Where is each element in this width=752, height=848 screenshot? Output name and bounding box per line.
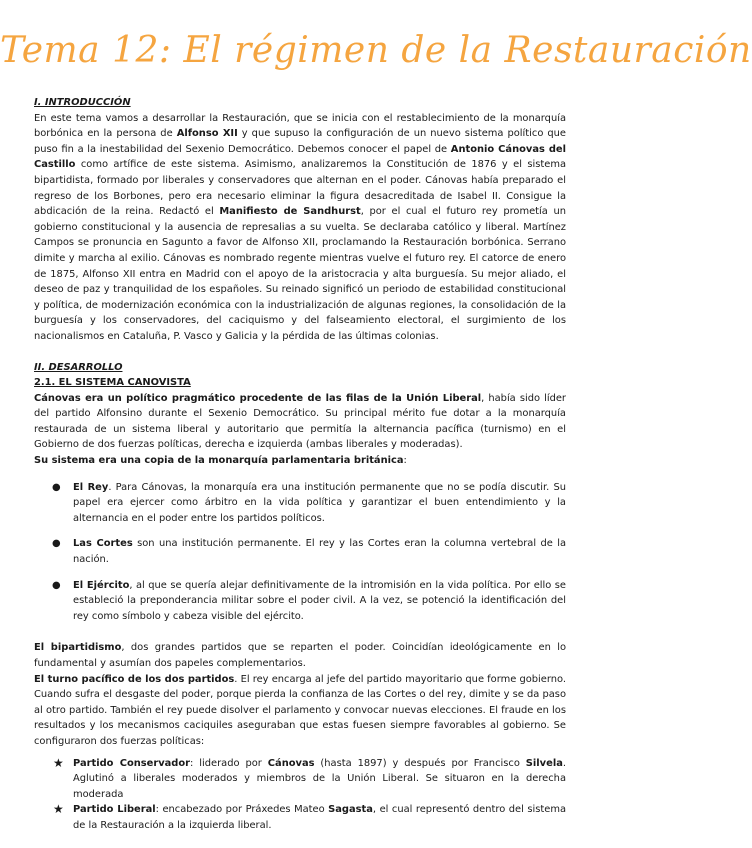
british-model-paragraph: Su sistema era una copia de la monarquía parlamentaria británica: [34, 455, 407, 467]
bullet-icon: ● [52, 481, 61, 493]
star-icon: ★ [53, 802, 64, 817]
list-item: ★ Partido Liberal: encabezado por Práxedes Mateo Sagasta, el cual representó dentro del sistema de la Restauración a la izquierda liberal. [53, 802, 567, 831]
keyword-alfonso-xii: Alfonso XII [176, 128, 238, 140]
list-item: ● El Ejército, al que se quería alejar definitivamente de la intromisión en la vida política. Por ello se estableció la preponderancia militar sobre el poder civil. A la vez, se potenció la identificación del rey como símbolo y cabeza visible del ejército. [52, 579, 567, 622]
parties-list [34, 756, 566, 834]
keyword-sandhurst: Manifiesto de Sandhurst [219, 206, 361, 218]
intro-paragraph: En este tema vamos a desarrollar la Restauración, que se inicia con el restablecimiento de la monarquía borbónica en la persona de Alfonso XII y que supuso la configuración de un nuevo sistema político que puso fin a la inestabilidad del Sexenio Democrático. Debemos conocer el papel de Antonio Cánovas del Castillo como artífice de este sistema. Asimismo, analizaremos la Constitución de 1876 y el sistema bipartidista, formado por liberales y conservadores que alternan en el poder. Cánovas había preparado el regreso de los Borbones, pero era necesario eliminar la figura desacreditada de Isabel II. Consigue la abdicación de la reina. Redactó el Manifiesto de Sandhurst, por el cual el futuro rey prometía un gobierno constitucional y la ausencia de represalias a su vuelta. Se declaraba católico y liberal. Martínez Campos se pronuncia en Sagunto a favor de Alfonso XII, proclamando la Restauración borbónica. Serrano dimite y marcha al exilio. Cánovas es nombrado regente mientras vuelve el futuro rey. El catorce de enero de 1875, Alfonso XII entra en Madrid con el apoyo de la aristocracia y alta burguesía. Su mejor aliado, el deseo de paz y tranquilidad de los españoles. Su reinado significó un periodo de estabilidad constitucional y política, de modernización económica con la industrialización de algunas regiones, la consolidación de la burguesía y los conservadores, del caciquismo y del falseamiento electoral, el surgimiento de los nacionalismos en Cataluña, P. Vasco y Galicia y la pérdida de las últimas colonias. [34, 112, 567, 342]
turno-pacifico-paragraph: El turno pacífico de los dos partidos. El rey encarga al jefe del partido mayoritario que forme gobierno. Cuando sufra el desgaste del poder, porque pierda la confianza de las Cortes o del rey, dimite y se da paso al otro partido. También el rey puede disolver el parlamento y convocar nuevas elecciones. El fraude en los resultados y los mecanismos caciquiles aseguraban que estas fuesen siempre favorables al gobierno. Se configuraron dos fuerzas políticas: [34, 673, 567, 747]
bullet-icon: ● [52, 579, 61, 591]
keyword-canovas: Antonio Cánovas del Castillo [34, 143, 567, 171]
bipartidismo-paragraph: El bipartidismo, dos grandes partidos que se reparten el poder. Coincidían ideológicamente en lo fundamental y asumían dos papeles complementarios. [34, 642, 566, 669]
canovas-paragraph: Cánovas era un político pragmático procedente de las filas de la Unión Liberal, había sido líder del partido Alfonsino durante el Sexenio Democrático. Su principal mérito fue dotar a la monarquía restaurada de un sistema liberal y autoritario que permitía la alternancia pacífica (turnismo) en el Gobierno de dos fuerzas políticas, derecha e izquierda (ambas liberales y moderadas). [34, 392, 566, 451]
section-heading-desarrollo: II. DESARROLLO [34, 361, 123, 373]
list-item: ★ Partido Conservador: liderado por Cánovas (hasta 1897) y después por Francisco Silvela. Aglutinó a liberales moderados y miembros de la Unión Liberal. Se situaron en la derecha moderada [53, 755, 567, 800]
section-heading-introduccion: I. INTRODUCCIÓN [34, 97, 131, 108]
list-item: ● El Rey. Para Cánovas, la monarquía era una institución permanente que no se podía discutir. Su papel era ejercer como árbitro en la vida política y garantizar el buen entendimiento y la alternancia en el poder entre los partidos políticos. [52, 481, 566, 524]
list-item: ● Las Cortes son una institución permanente. El rey y las Cortes eran la columna vertebral de la nación. [52, 538, 566, 566]
document-title: Tema 12: El régimen de la Restauración [0, 30, 752, 71]
star-icon: ★ [53, 755, 64, 770]
bullet-icon: ● [52, 538, 61, 550]
document-body [34, 95, 566, 834]
institutions-list [34, 480, 566, 625]
subsection-heading-sistema-canovista: 2.1. EL SISTEMA CANOVISTA [34, 377, 191, 389]
